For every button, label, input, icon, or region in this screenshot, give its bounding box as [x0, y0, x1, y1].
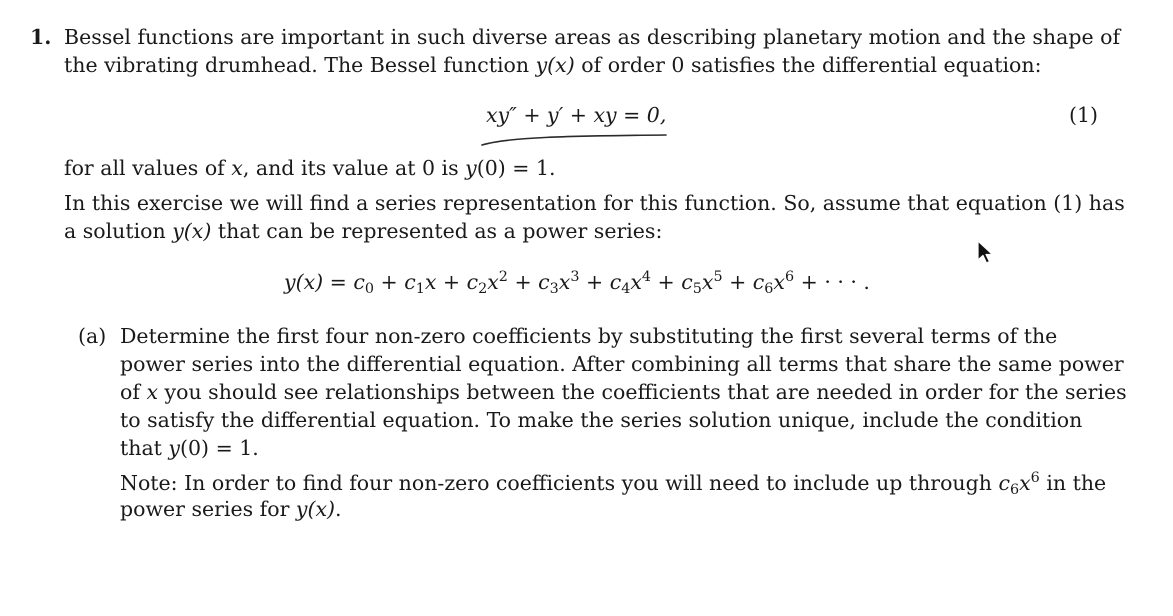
part-a-line-2: power series into the differential equation. After combining all terms that share the same power	[120, 352, 1124, 376]
underline-annotation	[478, 131, 678, 149]
problem-number: 1.	[30, 25, 52, 49]
series-intro-line-1: In this exercise we will find a series representation for this function. So, assume that equation (1) has	[64, 191, 1125, 215]
part-a-line-1: Determine the first four non-zero coefficients by substituting the first several terms of the	[120, 324, 1058, 348]
intro-line-1: Bessel functions are important in such diverse areas as describing planetary motion and the shape of	[64, 25, 1121, 49]
power-series-equation: $y(x) = c_0 + c_1x + c_2x^2 + c_3x^3 + c_4x^4 + c_5x^5 + c_6x^6$ + · · · .	[284, 269, 870, 297]
note-line-2: power series for y(x).	[120, 497, 342, 521]
initial-condition-line: for all values of x, and its value at 0 is y(0) = 1.	[64, 156, 556, 180]
part-a-line-3: of x you should see relationships between the coefficients that are needed in order for the series	[120, 380, 1127, 404]
mouse-pointer-icon	[976, 240, 994, 266]
part-a-label: (a)	[78, 324, 107, 348]
equation-number: (1)	[1069, 103, 1099, 127]
intro-line-2: the vibrating drumhead. The Bessel function y(x) of order 0 satisfies the differential equation:	[64, 53, 1042, 77]
note-line-1: Note: In order to find four non-zero coefficients you will need to include up through $c_6x^6$ in the	[120, 470, 1107, 498]
part-a-line-4: to satisfy the differential equation. To make the series solution unique, include the condition	[120, 408, 1083, 432]
part-a-line-5: that y(0) = 1.	[120, 436, 259, 460]
differential-equation: xy″ + y′ + xy = 0,	[486, 103, 667, 127]
series-intro-line-2: a solution y(x) that can be represented as a power series:	[64, 219, 663, 243]
